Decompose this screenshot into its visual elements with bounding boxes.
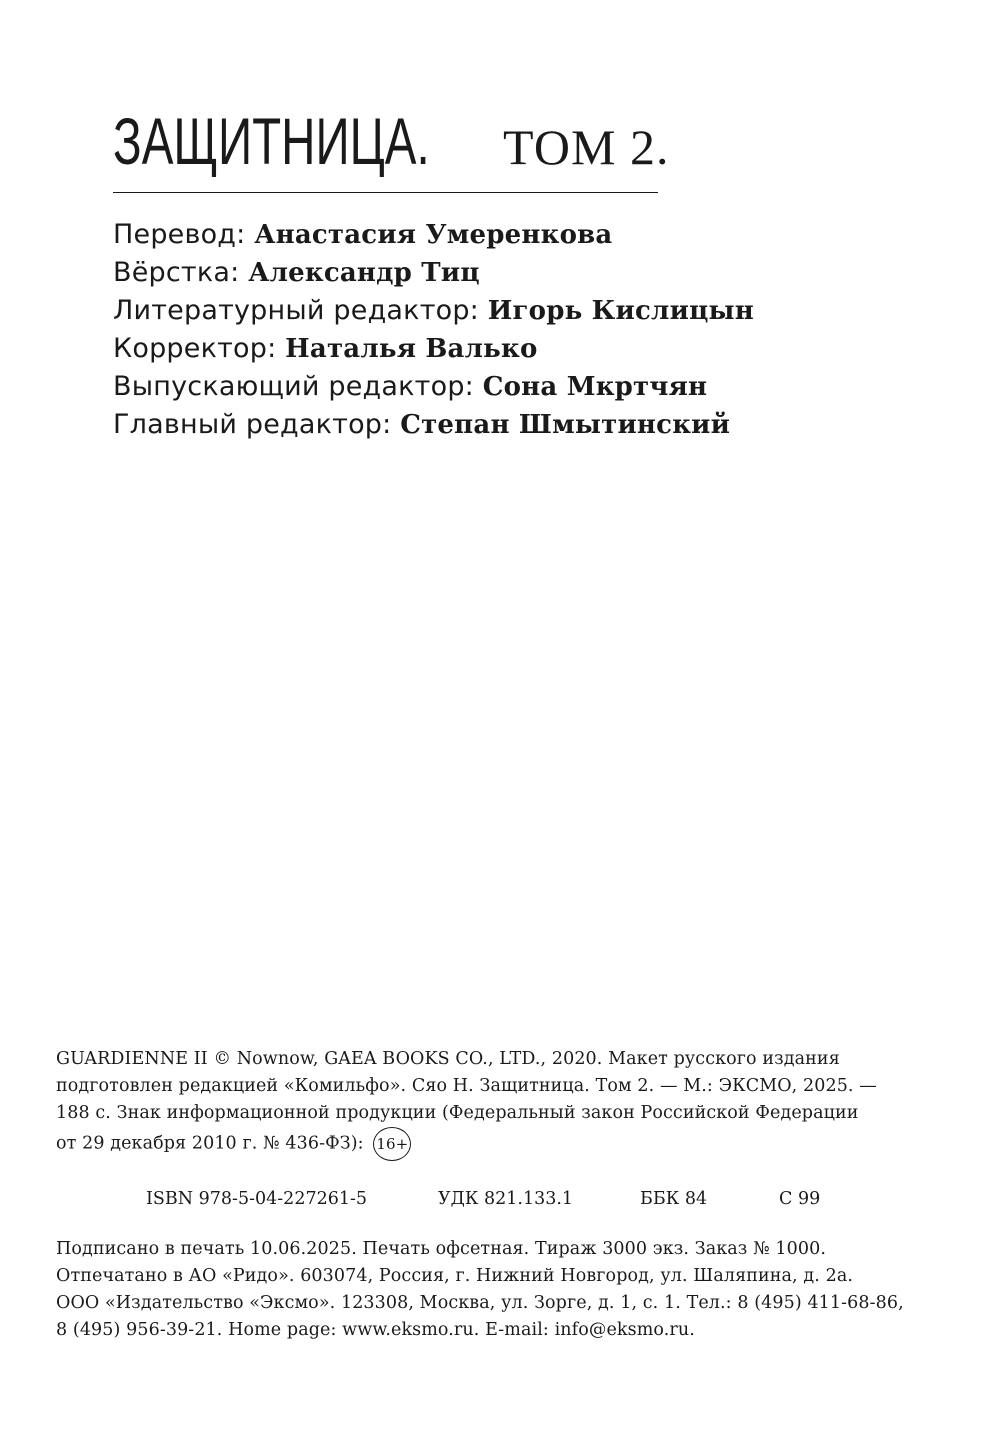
udk-code: УДК 821.133.1 <box>438 1189 574 1209</box>
credit-role: Перевод: <box>113 219 255 250</box>
credit-editor-in-chief <box>113 406 754 444</box>
imprint-line: Отпечатано в АО «Ридо». 603074, Россия, г. Нижний Новгород, ул. Шаляпина, д. 2а. <box>56 1266 854 1286</box>
title-block <box>113 104 670 193</box>
legal-line: подготовлен редакцией «Комильфо». Сяо Н. Защитница. Том 2. — М.: ЭКСМО, 2025. — <box>56 1076 877 1096</box>
credit-name: Александр Тиц <box>248 258 480 288</box>
isbn-code: ISBN 978-5-04-227261-5 <box>146 1189 368 1209</box>
credit-name: Игорь Кислицын <box>487 296 754 326</box>
age-rating-badge: 16+ <box>373 1127 411 1161</box>
credit-proofreader <box>113 330 754 368</box>
legal-line: GUARDIENNE II © Nownow, GAEA BOOKS CO., LTD., 2020. Макет русского издания <box>56 1049 840 1069</box>
legal-line: 188 с. Знак информационной продукции (Федеральный закон Российской Федерации <box>56 1103 859 1123</box>
credit-name: Сона Мкртчян <box>482 372 708 402</box>
credit-role: Литературный редактор: <box>113 295 488 326</box>
author-mark-code: С 99 <box>779 1189 821 1209</box>
credit-role: Вёрстка: <box>113 257 249 288</box>
credit-name: Анастасия Умеренкова <box>254 220 613 250</box>
legal-line-with-badge <box>56 1127 916 1161</box>
imprint-line: ООО «Издательство «Эксмо». 123308, Москва, ул. Зорге, д. 1, с. 1. Тел.: 8 (495) 411-68-86, <box>56 1293 904 1313</box>
credit-role: Главный редактор: <box>113 409 401 440</box>
credit-name: Наталья Валько <box>285 334 538 364</box>
title-rule <box>113 192 658 193</box>
bbk-code: ББК 84 <box>640 1189 708 1209</box>
book-title <box>113 104 670 178</box>
credit-managing-editor <box>113 368 754 406</box>
legal-line: от 29 декабря 2010 г. № 436-ФЗ): <box>56 1133 364 1154</box>
book-title-main: ЗАЩИТНИЦА. <box>113 104 430 178</box>
imprint-line: 8 (495) 956-39-21. Home page: www.eksmo.ru. E-mail: info@eksmo.ru. <box>56 1320 695 1340</box>
imprint-block <box>56 1236 904 1344</box>
credit-role: Корректор: <box>113 333 286 364</box>
credit-role: Выпускающий редактор: <box>113 371 483 402</box>
book-title-volume: ТОМ 2. <box>503 119 670 175</box>
credit-name: Степан Шмытинский <box>400 410 731 440</box>
credit-layout <box>113 254 754 292</box>
legal-notice <box>56 1046 916 1161</box>
imprint-line: Подписано в печать 10.06.2025. Печать офсетная. Тираж 3000 экз. Заказ № 1000. <box>56 1239 827 1259</box>
credits-list <box>113 216 754 444</box>
credit-literary-editor <box>113 292 754 330</box>
credit-translator <box>113 216 754 254</box>
